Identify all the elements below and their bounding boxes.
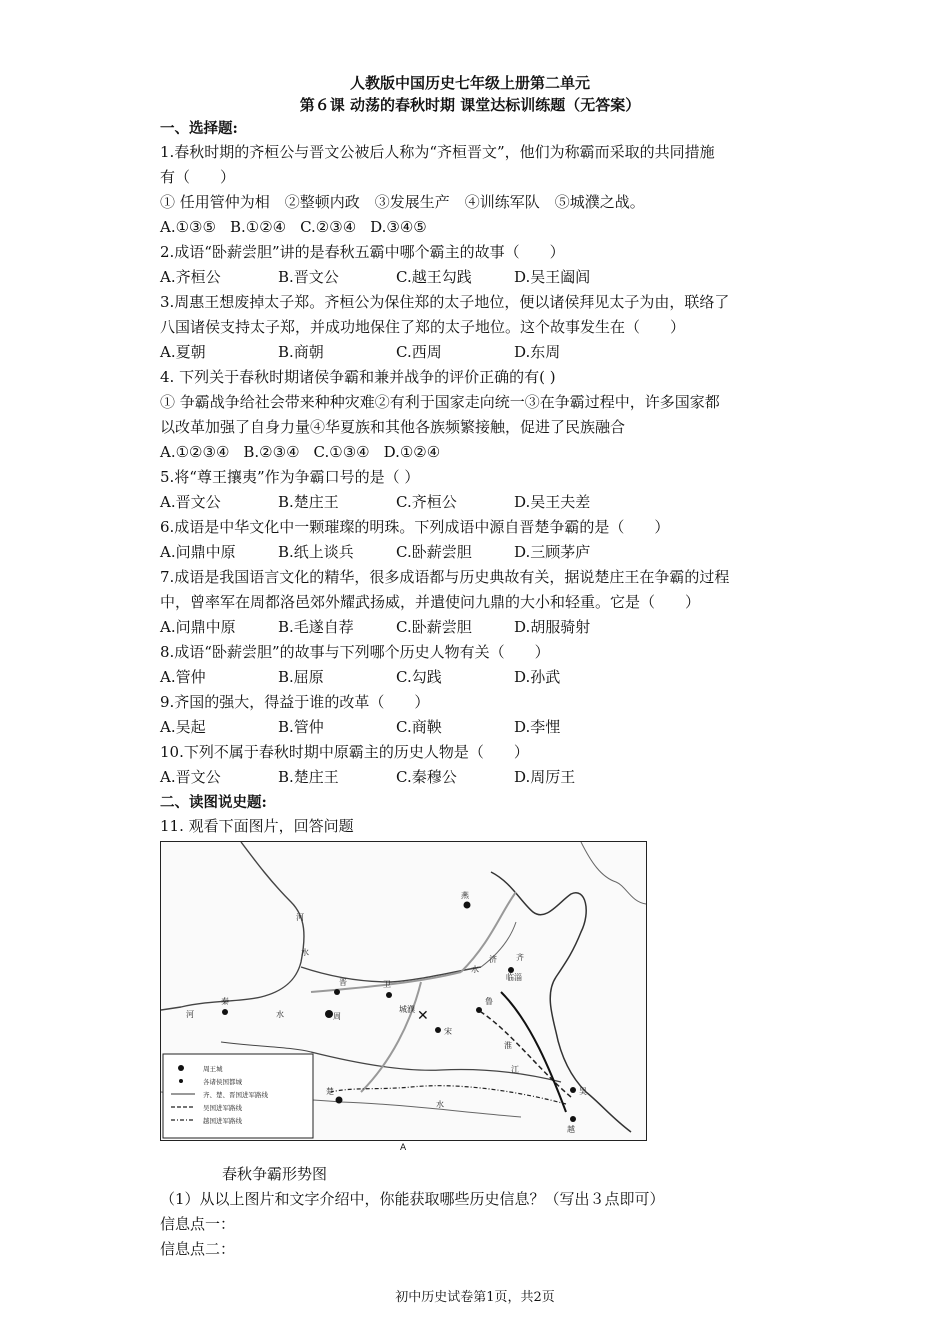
svg-text:水: 水: [436, 1100, 444, 1109]
city-chu-marker: [336, 1097, 343, 1104]
svg-text:宋: 宋: [444, 1027, 452, 1036]
city-wu-marker: [570, 1087, 576, 1093]
city-yue-marker: [570, 1116, 576, 1122]
svg-text:城濮: 城濮: [399, 1005, 415, 1014]
svg-text:江: 江: [511, 1065, 519, 1074]
svg-text:临淄: 临淄: [506, 973, 522, 982]
svg-text:河: 河: [296, 913, 304, 922]
doc-title-line1: 人教版中国历史七年级上册第二单元: [349, 74, 590, 92]
question-8: 8.成语“卧薪尝胆”的故事与下列哪个历史人物有关（ ） A.管仲 B.屈原 C.勾践 D.孙武: [160, 640, 800, 690]
info-point-2-label: 信息点二：: [160, 1240, 236, 1258]
question-7: 7.成语是我国语言文化的精华，很多成语都与历史典故有关，据说楚庄王在争霸的过程 中，曾率军在周都洛邑郊外耀武扬威，并遣使问九鼎的大小和轻重。它是（ ） A.问鼎中原 B.毛遂自荐 C.卧薪尝胆 D.胡服骑射: [160, 565, 800, 640]
question-4: 4. 下列关于春秋时期诸侯争霸和兼并战争的评价正确的有( ) ① 争霸战争给社会带来种种灾难②有利于国家走向统一③在争霸过程中，许多国家都 以改革加强了自身力量④华夏族和其他各族频繁接触，促进了民族融合 A.①②③④ B.②③④ C.①③④ D.①②④: [160, 365, 800, 465]
spring-autumn-hegemony-map: [161, 842, 646, 1140]
city-qin-marker: [222, 1009, 228, 1015]
svg-text:楚: 楚: [326, 1087, 334, 1096]
q9-options: A.吴起 B.管仲 C.商鞅 D.李悝: [160, 718, 561, 736]
svg-text:越国进军路线: 越国进军路线: [203, 1117, 242, 1125]
svg-text:齐: 齐: [516, 953, 524, 962]
svg-text:河: 河: [186, 1010, 194, 1019]
section-choice-title: 一、选择题:: [160, 120, 238, 137]
svg-text:周: 周: [333, 1012, 341, 1021]
q10-options: A.晋文公 B.楚庄王 C.秦穆公 D.周厉王: [160, 768, 576, 786]
doc-title-line2: 第６课 动荡的春秋时期 课堂达标训练题（无答案）: [299, 96, 641, 114]
city-lu-marker: [476, 1007, 482, 1013]
city-wei-marker: [386, 992, 392, 998]
city-jin-marker: [334, 989, 340, 995]
question-9: 9.齐国的强大，得益于谁的改革（ ） A.吴起 B.管仲 C.商鞅 D.李悝: [160, 690, 800, 740]
q3-options: A.夏朝 B.商朝 C.西周 D.东周: [160, 343, 561, 361]
svg-text:水: 水: [276, 1010, 284, 1019]
map-figure: [160, 841, 647, 1141]
svg-text:各诸侯国都城: 各诸侯国都城: [203, 1078, 242, 1086]
svg-text:水: 水: [471, 965, 479, 974]
city-zhou-marker: [325, 1010, 333, 1018]
svg-text:越: 越: [567, 1125, 575, 1134]
q4-options: A.①②③④ B.②③④ C.①③④ D.①②④: [160, 443, 441, 461]
map-mark-a: A: [400, 1143, 407, 1153]
q5-options: A.晋文公 B.楚庄王 C.齐桓公 D.吴王夫差: [160, 493, 591, 511]
q2-options: A.齐桓公 B.晋文公 C.越王勾践 D.吴王阖闾: [160, 268, 591, 286]
svg-text:吴: 吴: [579, 1087, 587, 1096]
city-song-marker: [435, 1027, 441, 1033]
svg-text:秦: 秦: [221, 997, 229, 1006]
q6-options: A.问鼎中原 B.纸上谈兵 C.卧薪尝胆 D.三顾茅庐: [160, 543, 591, 561]
q7-options: A.问鼎中原 B.毛遂自荐 C.卧薪尝胆 D.胡服骑射: [160, 618, 591, 636]
map-caption: 春秋争霸形势图: [222, 1165, 328, 1183]
svg-text:济: 济: [489, 955, 497, 964]
svg-text:燕: 燕: [461, 891, 469, 900]
question-11: 11. 观看下面图片，回答问题: [160, 817, 354, 835]
svg-text:齐、楚、晋国进军路线: 齐、楚、晋国进军路线: [203, 1091, 268, 1099]
svg-text:水: 水: [301, 948, 309, 957]
section-map-title: 二、读图说史题:: [160, 794, 267, 811]
svg-text:淮: 淮: [504, 1041, 512, 1050]
question-10: 10.下列不属于春秋时期中原霸主的历史人物是（ ） A.晋文公 B.楚庄王 C.秦穆公 D.周厉王: [160, 740, 800, 790]
city-yan-marker: [464, 902, 471, 909]
page-content: [160, 72, 800, 1262]
svg-text:晋: 晋: [339, 978, 347, 987]
q11-sub-question-1: （1）从以上图片和文字介绍中，你能获取哪些历史信息？（写出３点即可）: [160, 1190, 665, 1208]
question-2: 2.成语“卧薪尝胆”讲的是春秋五霸中哪个霸主的故事（ ） A.齐桓公 B.晋文公 C.越王勾践 D.吴王阖闾: [160, 240, 800, 290]
question-5: 5.将“尊王攘夷”作为争霸口号的是（ ） A.晋文公 B.楚庄王 C.齐桓公 D.吴王夫差: [160, 465, 800, 515]
q1-options: A.①③⑤ B.①②④ C.②③④ D.③④⑤: [160, 218, 427, 236]
svg-text:吴国进军路线: 吴国进军路线: [203, 1104, 242, 1112]
svg-text:✕: ✕: [417, 1008, 429, 1024]
question-6: 6.成语是中华文化中一颗璀璨的明珠。下列成语中源自晋楚争霸的是（ ） A.问鼎中原 B.纸上谈兵 C.卧薪尝胆 D.三顾茅庐: [160, 515, 800, 565]
info-point-1-label: 信息点一：: [160, 1215, 236, 1233]
page-footer: 初中历史试卷第1页，共2页: [395, 1290, 555, 1305]
svg-text:卫: 卫: [383, 980, 391, 989]
svg-text:鲁: 鲁: [485, 997, 493, 1006]
question-1: 1.春秋时期的齐桓公与晋文公被后人称为“齐桓晋文”，他们为称霸而采取的共同措施 有（ ） ① 任用管仲为相 ②整顿内政 ③发展生产 ④训练军队 ⑤城濮之战。 A.①③⑤ B.①②④ C.②③④ D.③④⑤: [160, 140, 800, 240]
q8-options: A.管仲 B.屈原 C.勾践 D.孙武: [160, 668, 561, 686]
question-3: 3.周惠王想废掉太子郑。齐桓公为保住郑的太子地位，便以诸侯拜见太子为由，联络了 八国诸侯支持太子郑，并成功地保住了郑的太子地位。这个故事发生在（ ） A.夏朝 B.商朝 C.西周 D.东周: [160, 290, 800, 365]
svg-text:周王城: 周王城: [203, 1065, 223, 1073]
